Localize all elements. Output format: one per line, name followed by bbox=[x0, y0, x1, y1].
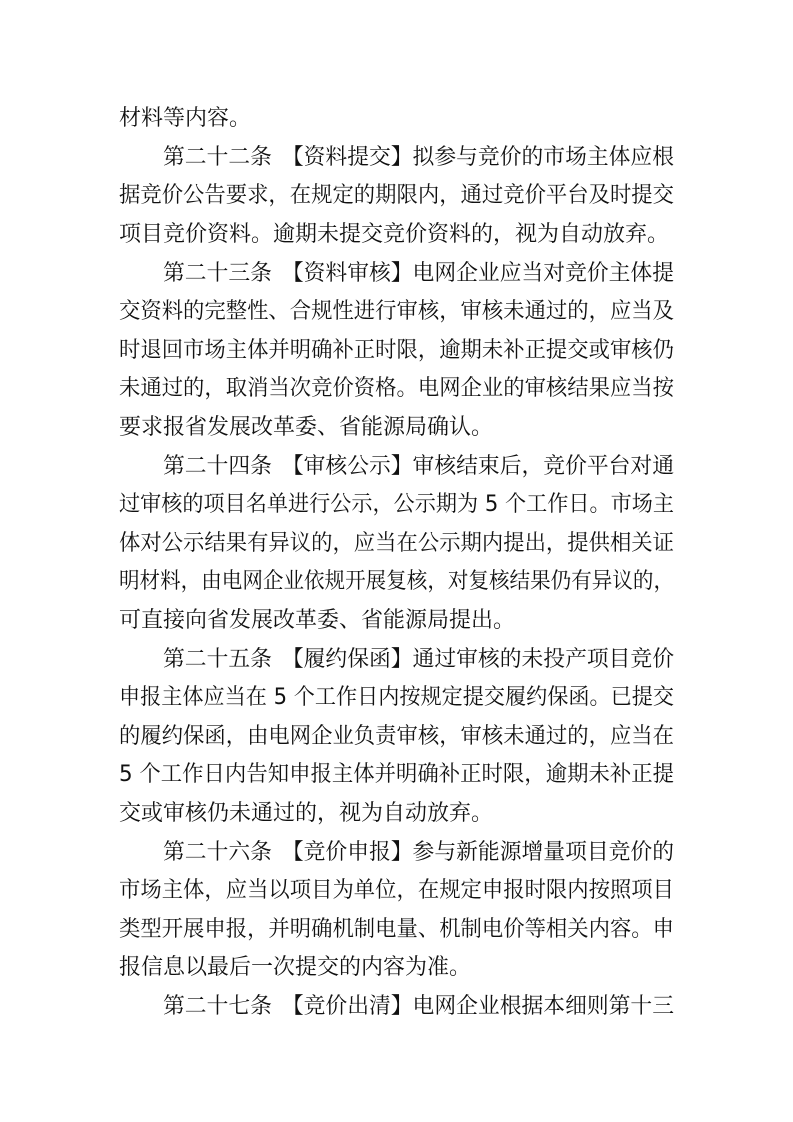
text-line: 市场主体，应当以项目为单位，在规定申报时限内按照项目 bbox=[119, 878, 675, 903]
article-23-line bbox=[4, 292, 773, 331]
article-24-line bbox=[5, 485, 766, 524]
article-22-first-line bbox=[2, 138, 787, 177]
article-25-first-line bbox=[2, 640, 787, 679]
article-22-line bbox=[4, 176, 773, 215]
text-line: 交资料的完整性、合规性进行审核，审核未通过的，应当及 bbox=[119, 299, 675, 324]
text-line: 时退回市场主体并明确补正时限，逾期未补正提交或审核仍 bbox=[119, 338, 675, 363]
article-27-first-line bbox=[2, 987, 787, 1026]
article-number: 第二十四条 bbox=[163, 454, 272, 479]
text-line: 项目竞价资料。逾期未提交竞价资料的，视为自动放弃。 bbox=[119, 222, 670, 247]
article-number: 第二十五条 bbox=[163, 647, 272, 672]
article-title: 【资料审核】 bbox=[281, 261, 413, 286]
article-23-line bbox=[4, 331, 773, 370]
article-title: 【竞价出清】 bbox=[281, 994, 413, 1019]
text-line: 过审核的项目名单进行公示，公示期为 5 个工作日。市场主 bbox=[119, 492, 674, 517]
text-line: 报信息以最后一次提交的内容为准。 bbox=[119, 955, 472, 980]
text-line: 5 个工作日内告知申报主体并明确补正时限，逾期未补正提 bbox=[119, 762, 674, 787]
text-line: 要求报省发展改革委、省能源局确认。 bbox=[119, 415, 494, 440]
text-line: 材料等内容。 bbox=[119, 106, 252, 131]
article-25-line bbox=[0, 794, 793, 833]
text-line: 拟参与竞价的市场主体应根 bbox=[412, 145, 675, 170]
text-line: 未通过的，取消当次竞价资格。电网企业的审核结果应当按 bbox=[119, 376, 675, 401]
article-24-line bbox=[4, 524, 773, 563]
text-line: 体对公示结果有异议的，应当在公示期内提出，提供相关证 bbox=[119, 531, 675, 556]
text-line: 申报主体应当在 5 个工作日内按规定提交履约保函。已提交 bbox=[119, 685, 674, 710]
text-line: 交或审核仍未通过的，视为自动放弃。 bbox=[119, 801, 494, 826]
article-title: 【竞价申报】 bbox=[281, 840, 413, 865]
article-title: 【履约保函】 bbox=[281, 647, 413, 672]
article-25-line bbox=[4, 717, 773, 756]
article-23-first-line bbox=[2, 254, 787, 293]
article-title: 【资料提交】 bbox=[281, 145, 413, 170]
article-title: 【审核公示】 bbox=[281, 454, 413, 479]
article-number: 第二十六条 bbox=[163, 840, 272, 865]
text-line: 可直接向省发展改革委、省能源局提出。 bbox=[119, 608, 516, 633]
article-22-line bbox=[0, 215, 793, 254]
text-line: 电网企业应当对竞价主体提 bbox=[412, 261, 675, 286]
article-26-line bbox=[4, 910, 773, 949]
article-24-line bbox=[8, 562, 749, 601]
text-line: 通过审核的未投产项目竞价 bbox=[412, 647, 675, 672]
article-24-line bbox=[0, 601, 793, 640]
text-line: 的履约保函，由电网企业负责审核，审核未通过的，应当在 bbox=[119, 724, 675, 749]
article-25-line bbox=[5, 678, 766, 717]
article-number: 第二十三条 bbox=[163, 261, 272, 286]
article-24-first-line bbox=[2, 447, 787, 486]
text-line: 电网企业根据本细则第十三 bbox=[412, 994, 675, 1019]
text-line: 据竞价公告要求，在规定的期限内，通过竞价平台及时提交 bbox=[119, 183, 675, 208]
article-25-line bbox=[3, 755, 774, 794]
article-26-line bbox=[4, 871, 773, 910]
text-line: 明材料，由电网企业依规开展复核，对复核结果仍有异议的， bbox=[119, 569, 675, 594]
article-23-line bbox=[4, 369, 773, 408]
article-23-line bbox=[0, 408, 793, 447]
article-26-first-line bbox=[2, 833, 787, 872]
paragraph-continuation bbox=[0, 99, 793, 138]
text-line: 参与新能源增量项目竞价的 bbox=[412, 840, 675, 865]
article-number: 第二十二条 bbox=[163, 145, 272, 170]
text-line: 审核结束后，竞价平台对通 bbox=[412, 454, 675, 479]
article-number: 第二十七条 bbox=[163, 994, 272, 1019]
article-26-line bbox=[0, 948, 793, 987]
text-line: 类型开展申报，并明确机制电量、机制电价等相关内容。申 bbox=[119, 917, 675, 942]
